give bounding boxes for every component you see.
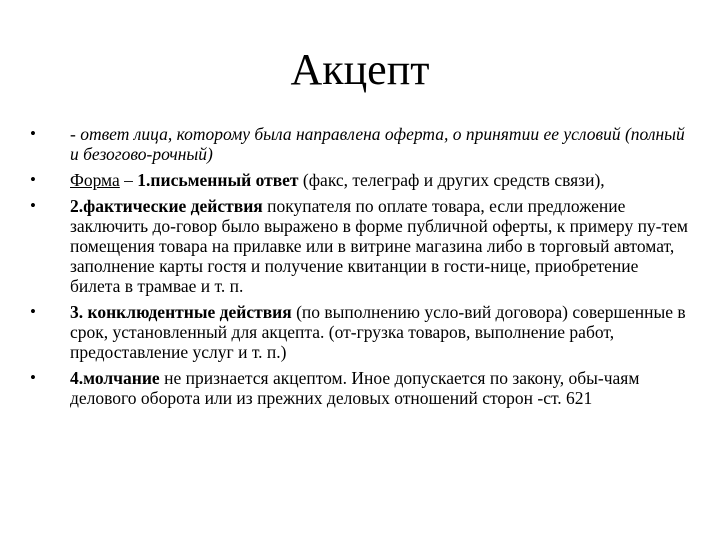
silence-text: не признается акцептом. Иное допускается по закону, обы-чаям делового оборота или из прежних деловых отношений сторон -ст. 621 <box>70 368 640 408</box>
slide-title: Акцепт <box>290 45 430 94</box>
written-answer-bold: 1.письменный ответ <box>137 170 299 190</box>
bullet-item-conclusive-actions <box>30 302 690 362</box>
written-answer-text: (факс, телеграф и других средств связи), <box>298 170 605 190</box>
definition-text: - ответ лица, которому была направлена оферта, о принятии ее условий (полный и безогово-рочный) <box>70 124 685 164</box>
silence-bold: 4.молчание <box>70 368 160 388</box>
bullet-dot-icon: • <box>30 170 36 189</box>
actual-actions-text: покупателя по оплате товара, если предложение заключить до-говор было выражено в форме публичной оферты, к примеру пу-тем помещения товара на прилавке или в витрине магазина либо в торговый автомат, заполнение карты гостя и получение квитанции в гости-нице, приобретение билета в трамвае и т. п. <box>70 196 689 296</box>
actual-actions-bold: 2.фактические действия <box>70 196 263 216</box>
bullet-dot-icon: • <box>30 124 36 143</box>
bullet-item-silence <box>30 368 690 408</box>
form-term: Форма <box>70 170 120 190</box>
bullet-dot-icon: • <box>30 302 36 321</box>
conclusive-actions-bold: 3. конклюдентные действия <box>70 302 292 322</box>
bullet-dot-icon: • <box>30 368 36 387</box>
form-dash: – <box>119 170 138 190</box>
conclusive-actions-text: (по выполнению усло-вий договора) совершенные в срок, установленный для акцепта. (от-грузка товаров, выполнение работ, предоставление услуг и т. п.) <box>70 302 686 362</box>
bullet-dot-icon: • <box>30 196 36 215</box>
bullet-list <box>30 124 690 414</box>
bullet-item-definition <box>30 124 690 164</box>
bullet-item-form <box>30 170 690 190</box>
bullet-item-actual-actions <box>30 196 690 296</box>
